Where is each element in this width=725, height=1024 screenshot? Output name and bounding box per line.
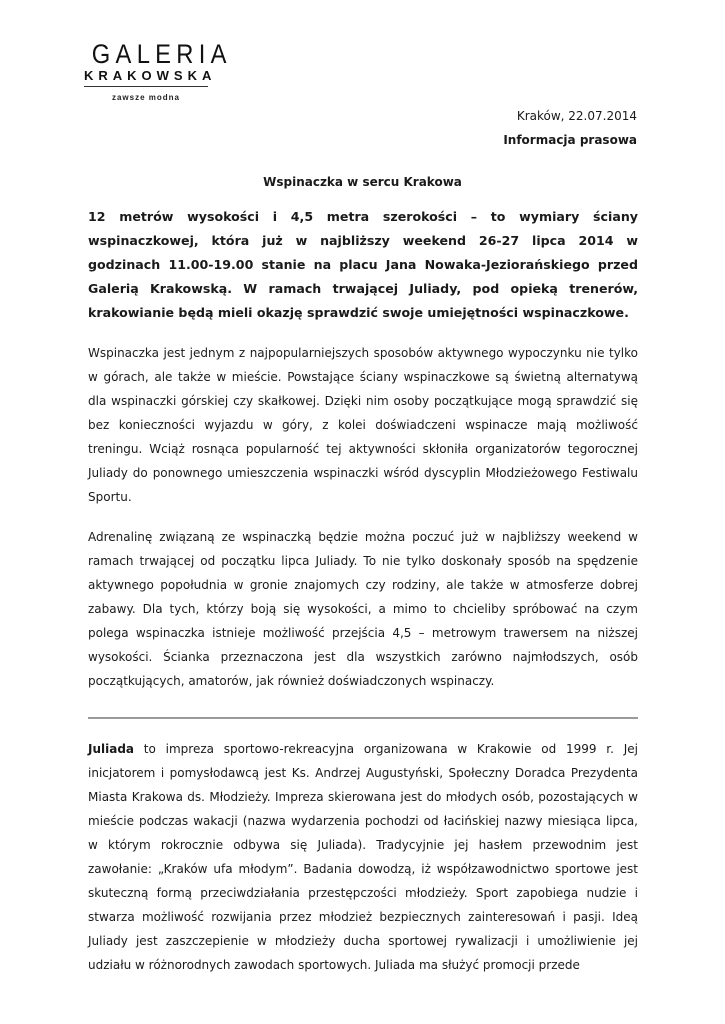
galeria-krakowska-logo — [84, 39, 232, 102]
place-date: Kraków, 22.07.2014 — [516, 109, 637, 123]
section-divider — [88, 717, 638, 719]
logo-wordmark-galeria: GALERIA — [91, 39, 232, 69]
article-title: Wspinaczka w sercu Krakowa — [263, 175, 462, 189]
logo-wordmark-krakowska: KRAKOWSKA — [84, 68, 217, 83]
lead-paragraph: 12 metrów wysokości i 4,5 metra szerokości – to wymiary ściany wspinaczkowej, która już w najbliższy weekend 26-27 lipca 2014 w godzinach 11.00-19.00 stanie na placu Jana Nowaka-Jeziorańskiego przed Galerią Krakowską. W ramach trwającej Juliady, pod opieką trenerów, krakowianie będą mieli okazję sprawdzić swoje umiejętności wspinaczkowe. — [88, 209, 638, 320]
logo-tagline: zawsze modna — [111, 93, 180, 102]
article-body — [88, 205, 638, 977]
about-juliada-paragraph — [88, 737, 638, 977]
body-paragraph-2: Adrenalinę związaną ze wspinaczką będzie można poczuć już w najbliższy weekend w ramach trwającej od początku lipca Juliady. To nie tylko doskonały sposób na spędzenie aktywnego popołudnia w gronie znajomych czy rodziny, ale także w atmosferze dobrej zabawy. Dla tych, którzy boją się wysokości, a mimo to chcieliby spróbować na czym polega wspinaczka istnieje możliwość przejścia 4,5 – metrowym trawersem na niższej wysokości. Ścianka przeznaczona jest dla wszystkich zarówno najmłodszych, osób początkujących, amatorów, jak również doświadczonych wspinaczy. — [88, 530, 638, 688]
juliada-name: Juliada — [88, 742, 135, 756]
document-type: Informacja prasowa — [503, 133, 637, 147]
document-meta — [503, 104, 637, 152]
logo-rule — [84, 86, 208, 87]
body-paragraph-1: Wspinaczka jest jednym z najpopularniejszych sposobów aktywnego wypoczynku nie tylko w górach, ale także w mieście. Powstające ściany wspinaczkowe są świetną alternatywą dla wspinaczki górskiej czy skałkowej. Dzięki nim osoby początkujące mogą sprawdzić się bez konieczności wyjazdu w góry, z kolei doświadczeni wspinacze mają możliwość treningu. Wciąż rosnąca popularność tej aktywności skłoniła organizatorów tegorocznej Juliady do ponownego umieszczenia wspinaczki wśród dyscyplin Młodzieżowego Festiwalu Sportu. — [88, 346, 638, 504]
about-juliada-text: to impreza sportowo-rekreacyjna organizowana w Krakowie od 1999 r. Jej inicjatorem i pomysłodawcą jest Ks. Andrzej Augustyński, Społeczny Doradca Prezydenta Miasta Krakowa ds. Młodzieży. Impreza skierowana jest do młodych osób, pozostających w mieście podczas wakacji (nazwa wydarzenia pochodzi od łacińskiej nazwy miesiąca lipca, w którym rokrocznie odbywa się Juliada). Tradycyjnie jej hasłem przewodnim jest zawołanie: „Kraków ufa młodym”. Badania dowodzą, iż współzawodnictwo sportowe jest skuteczną formą przeciwdziałania przestępczości młodzieży. Sport zapobiega nudzie i stwarza możliwość rozwijania przez młodzież bezpiecznych zainteresowań i pasji. Ideą Juliady jest zaszczepienie w młodzieży ducha sportowej rywalizacji i umożliwienie jej udziału w różnorodnych zawodach sportowych. Juliada ma służyć promocji przede — [88, 742, 638, 972]
